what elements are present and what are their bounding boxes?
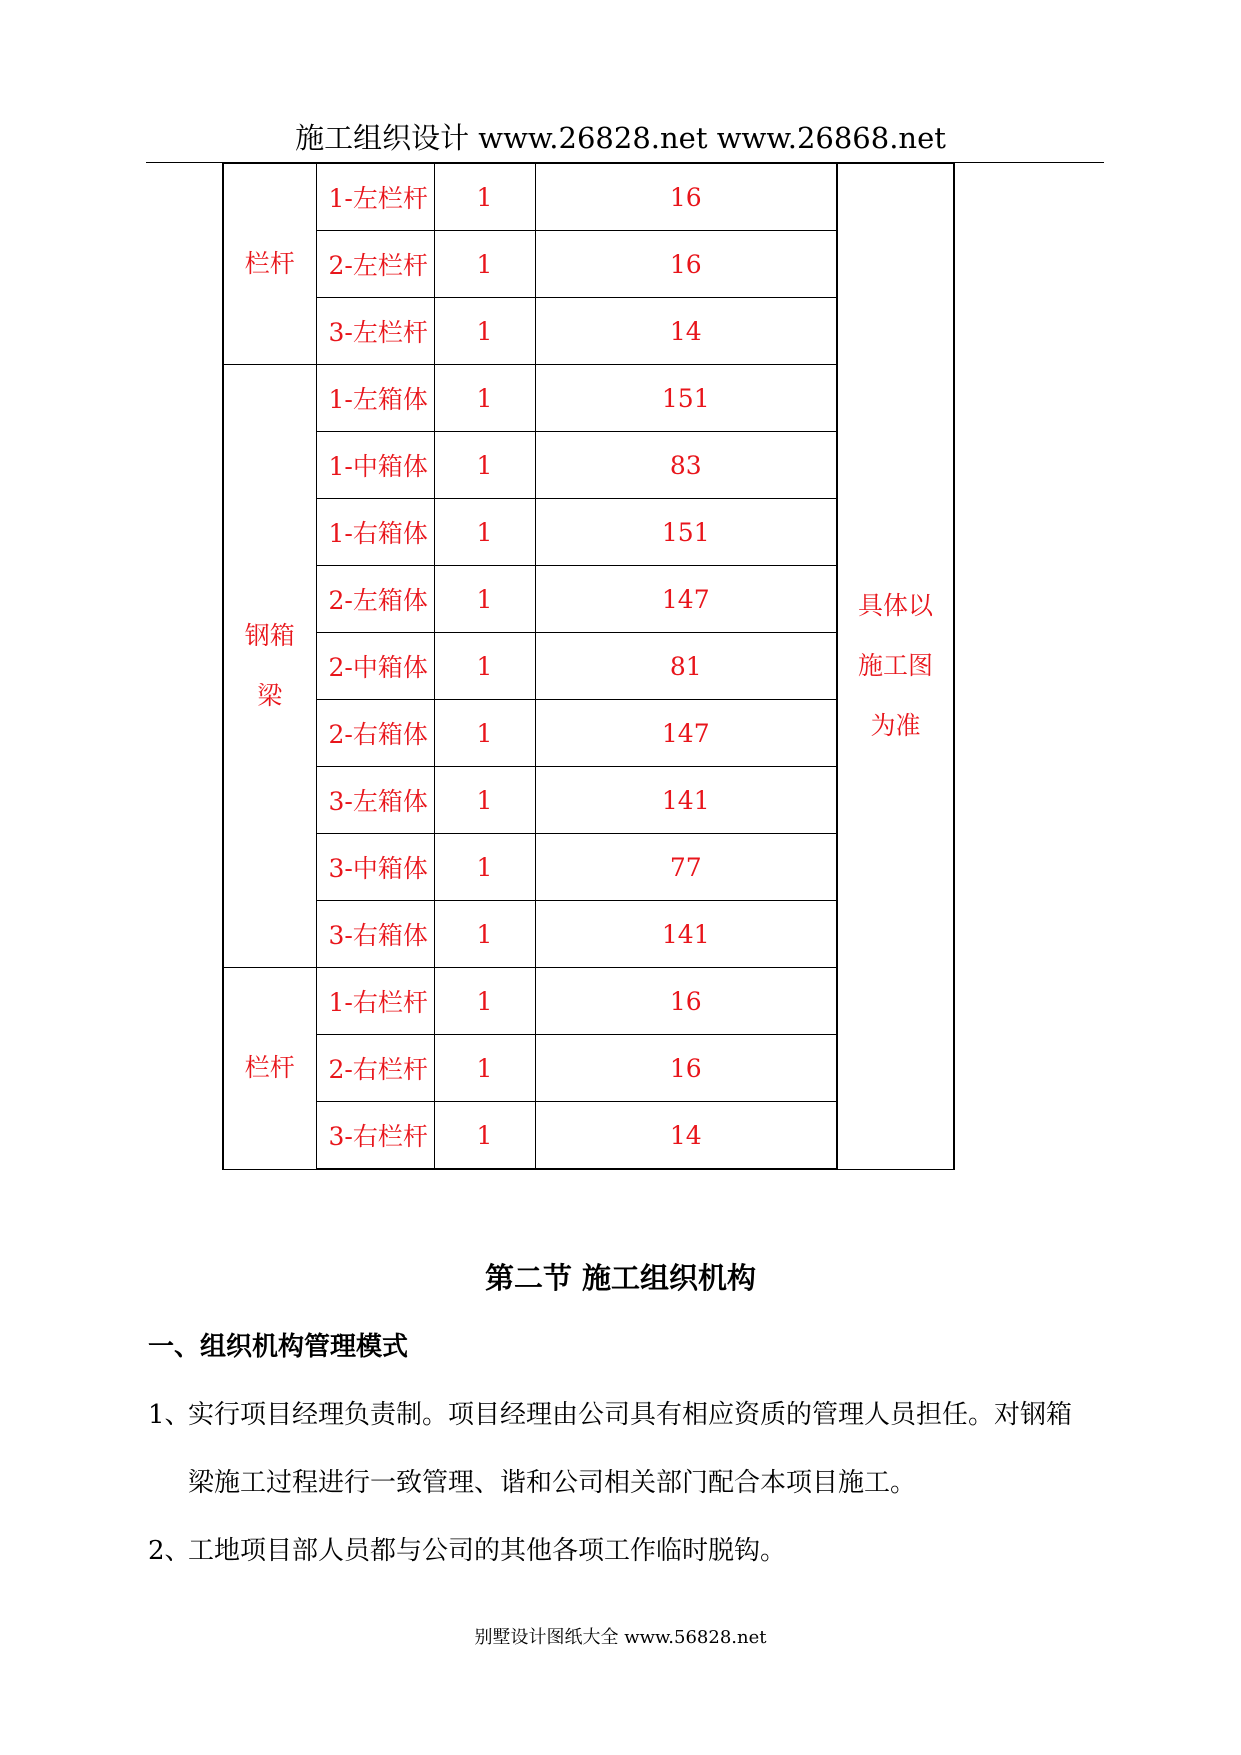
quantity-cell: 1: [434, 700, 535, 767]
item-name-cell: 2-右箱体: [316, 700, 434, 767]
item-name-cell: 1-左栏杆: [316, 164, 434, 231]
quantity-cell: 1: [434, 499, 535, 566]
item-number: 2、: [148, 1536, 191, 1566]
item-name-cell: 3-右箱体: [316, 901, 434, 968]
subsection-title: 一、组织机构管理模式: [148, 1332, 409, 1362]
quantity-cell: 1: [434, 901, 535, 968]
value-cell: 16: [535, 968, 837, 1035]
value-cell: 16: [535, 1035, 837, 1102]
group-label: 钢箱梁: [223, 365, 316, 968]
item-name-cell: 2-右栏杆: [316, 1035, 434, 1102]
material-table-body: [223, 164, 954, 1170]
value-cell: 14: [535, 1102, 837, 1170]
value-cell: 151: [535, 499, 837, 566]
item-name-cell: 3-左栏杆: [316, 298, 434, 365]
quantity-cell: 1: [434, 164, 535, 231]
quantity-cell: 1: [434, 365, 535, 432]
item-name-cell: 1-右箱体: [316, 499, 434, 566]
group-label: 栏杆: [223, 164, 316, 365]
quantity-cell: 1: [434, 968, 535, 1035]
section-title: 第二节 施工组织机构: [484, 1261, 757, 1295]
value-cell: 14: [535, 298, 837, 365]
paragraph-item-2: [148, 1517, 1108, 1585]
quantity-cell: 1: [434, 432, 535, 499]
material-table: [222, 163, 955, 1170]
item-name-cell: 1-左箱体: [316, 365, 434, 432]
value-cell: 81: [535, 633, 837, 700]
item-name-cell: 3-右栏杆: [316, 1102, 434, 1170]
item-text-line-1: 工地项目部人员都与公司的其他各项工作临时脱钩。: [188, 1536, 787, 1566]
value-cell: 147: [535, 566, 837, 633]
paragraph-item-1: [148, 1381, 1108, 1517]
item-text-line-2: 梁施工过程进行一致管理、谐和公司相关部门配合本项目施工。: [188, 1468, 917, 1498]
quantity-cell: 1: [434, 1035, 535, 1102]
quantity-cell: 1: [434, 633, 535, 700]
value-cell: 16: [535, 231, 837, 298]
value-cell: 77: [535, 834, 837, 901]
value-cell: 151: [535, 365, 837, 432]
item-text-line-1: 实行项目经理负责制。项目经理由公司具有相应资质的管理人员担任。对钢箱: [188, 1400, 1073, 1430]
value-cell: 147: [535, 700, 837, 767]
item-number: 1、: [148, 1400, 191, 1430]
quantity-cell: 1: [434, 231, 535, 298]
value-cell: 16: [535, 164, 837, 231]
item-name-cell: 2-中箱体: [316, 633, 434, 700]
table-row: [223, 164, 954, 231]
quantity-cell: 1: [434, 298, 535, 365]
item-name-cell: 2-左箱体: [316, 566, 434, 633]
page-footer: 别墅设计图纸大全 www.56828.net: [474, 1627, 767, 1648]
quantity-cell: 1: [434, 834, 535, 901]
item-name-cell: 3-中箱体: [316, 834, 434, 901]
quantity-cell: 1: [434, 767, 535, 834]
value-cell: 141: [535, 901, 837, 968]
value-cell: 83: [535, 432, 837, 499]
quantity-cell: 1: [434, 566, 535, 633]
page-header: 施工组织设计 www.26828.net www.26868.net: [295, 121, 946, 155]
group-label: 栏杆: [223, 968, 316, 1170]
item-name-cell: 2-左栏杆: [316, 231, 434, 298]
quantity-cell: 1: [434, 1102, 535, 1170]
item-name-cell: 1-中箱体: [316, 432, 434, 499]
item-name-cell: 1-右栏杆: [316, 968, 434, 1035]
value-cell: 141: [535, 767, 837, 834]
note-cell: 具体以施工图为准: [837, 164, 954, 1170]
item-name-cell: 3-左箱体: [316, 767, 434, 834]
